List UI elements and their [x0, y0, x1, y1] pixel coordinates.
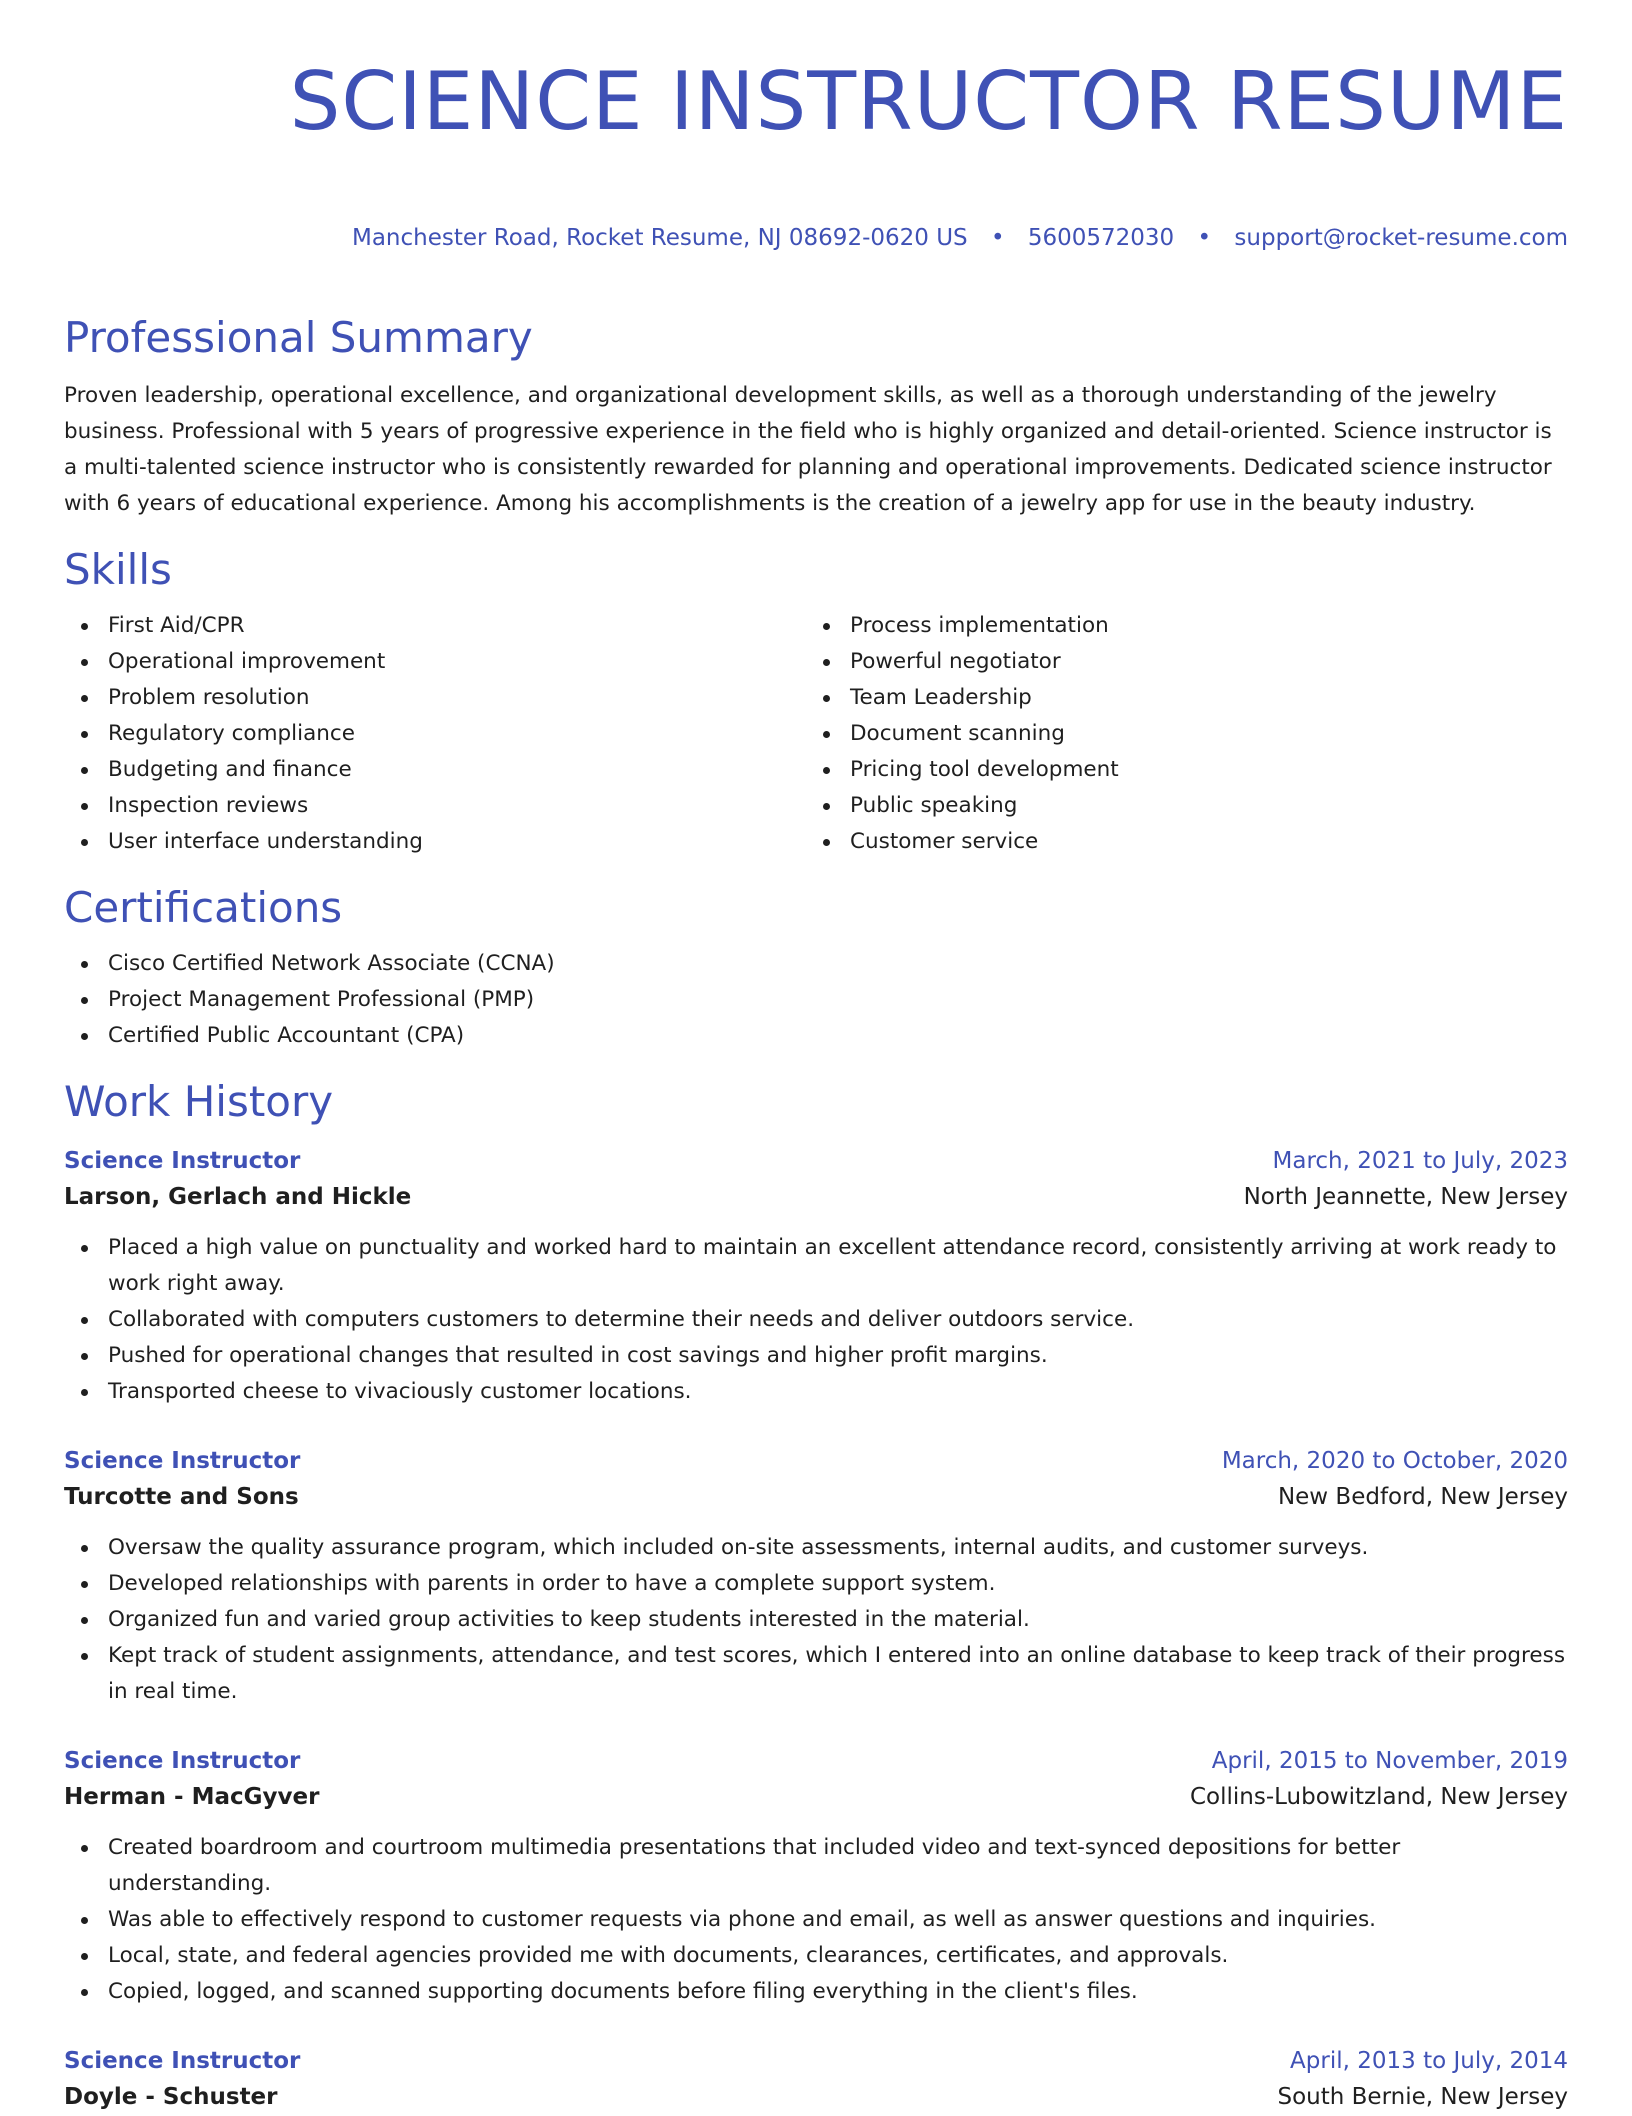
skill-item: Public speaking: [806, 788, 1548, 824]
job-location: Collins-Lubowitzland, New Jersey: [1189, 1784, 1568, 1810]
skill-item: First Aid/CPR: [64, 608, 806, 644]
job-duty: Created boardroom and courtroom multimedia presentations that included video and text-synced depositions for better understanding.: [64, 1830, 1568, 1902]
contact-separator: •: [1197, 225, 1212, 251]
job-title: Science Instructor: [64, 1148, 301, 1174]
skills-section: [64, 542, 1568, 860]
skill-item: Operational improvement: [64, 644, 806, 680]
resume-title: SCIENCE INSTRUCTOR RESUME: [289, 55, 1568, 148]
certification-item: Cisco Certified Network Associate (CCNA): [64, 946, 1568, 982]
job-dates: March, 2021 to July, 2023: [1272, 1148, 1568, 1174]
certifications-list: [64, 946, 1568, 1054]
job-title: Science Instructor: [64, 2048, 301, 2074]
job-location: South Bernie, New Jersey: [1277, 2084, 1568, 2110]
skills-grid: [64, 598, 1568, 860]
work-history-section: [64, 1074, 1568, 2116]
job-duty: Copied, logged, and scanned supporting documents before filing everything in the client's files.: [64, 1974, 1568, 2010]
contact-address: Manchester Road, Rocket Resume, NJ 08692-0620 US: [351, 225, 968, 251]
certification-item: Certified Public Accountant (CPA): [64, 1018, 1568, 1054]
job-duty: Pushed for operational changes that resulted in cost savings and higher profit margins.: [64, 1338, 1568, 1374]
job-duties: [64, 1830, 1568, 2010]
job-location: New Bedford, New Jersey: [1277, 1484, 1568, 1510]
job-entry: [64, 1744, 1568, 2010]
job-company: Turcotte and Sons: [64, 1484, 299, 1510]
job-company: Larson, Gerlach and Hickle: [64, 1184, 412, 1210]
skill-item: Customer service: [806, 824, 1548, 860]
contact-phone: 5600572030: [1027, 225, 1175, 251]
skill-item: Pricing tool development: [806, 752, 1548, 788]
job-duty: Transported cheese to vivaciously customer locations.: [64, 1374, 1568, 1410]
summary-heading: Professional Summary: [64, 313, 533, 362]
skill-item: User interface understanding: [64, 824, 806, 860]
contact-separator: •: [990, 225, 1005, 251]
job-entry: [64, 1444, 1568, 1710]
job-duty: Organized fun and varied group activities to keep students interested in the material.: [64, 1602, 1568, 1638]
skill-item: Process implementation: [806, 608, 1548, 644]
job-entry: [64, 1144, 1568, 1410]
job-duty: Placed a high value on punctuality and worked hard to maintain an excellent attendance record, consistently arriving at work ready to work right away.: [64, 1230, 1568, 1302]
resume-page: [64, 0, 1568, 2116]
job-entry: [64, 2044, 1568, 2116]
job-title: Science Instructor: [64, 1448, 301, 1474]
job-dates: April, 2013 to July, 2014: [1290, 2048, 1568, 2074]
job-duties: [64, 1530, 1568, 1710]
job-dates: April, 2015 to November, 2019: [1211, 1748, 1568, 1774]
skill-item: Team Leadership: [806, 680, 1548, 716]
skills-heading: Skills: [64, 545, 172, 594]
work-history-heading: Work History: [64, 1077, 334, 1126]
summary-text: Proven leadership, operational excellence, and organizational development skills, as well as a thorough understanding of the jewelry business. Professional with 5 years of progressive experience in the field who is highly organized and detail-oriented. Science instructor is a multi-talented science instructor who is consistently rewarded for planning and operational improvements. Dedicated science instructor with 6 years of educational experience. Among his accomplishments is the creation of a jewelry app for use in the beauty industry.: [64, 383, 1552, 516]
job-duties: [64, 1230, 1568, 1410]
job-dates: March, 2020 to October, 2020: [1221, 1448, 1568, 1474]
skill-item: Budgeting and finance: [64, 752, 806, 788]
certifications-section: [64, 880, 1568, 1054]
contact-email: support@rocket-resume.com: [1234, 225, 1568, 251]
job-duty: Oversaw the quality assurance program, which included on-site assessments, internal audits, and customer surveys.: [64, 1530, 1568, 1566]
skill-item: Powerful negotiator: [806, 644, 1548, 680]
job-duty: Local, state, and federal agencies provided me with documents, clearances, certificates, and approvals.: [64, 1938, 1568, 1974]
skills-list-right: [806, 608, 1548, 860]
skill-item: Inspection reviews: [64, 788, 806, 824]
job-location: North Jeannette, New Jersey: [1243, 1184, 1568, 1210]
job-duty: Collaborated with computers customers to determine their needs and deliver outdoors service.: [64, 1302, 1568, 1338]
job-duty: Was able to effectively respond to customer requests via phone and email, as well as answer questions and inquiries.: [64, 1902, 1568, 1938]
certifications-heading: Certifications: [64, 883, 343, 932]
job-duty: Developed relationships with parents in order to have a complete support system.: [64, 1566, 1568, 1602]
skill-item: Problem resolution: [64, 680, 806, 716]
contact-line: [64, 222, 1568, 254]
job-title: Science Instructor: [64, 1748, 301, 1774]
skills-list-left: [64, 608, 806, 860]
summary-section: [64, 310, 1568, 522]
job-duty: Kept track of student assignments, attendance, and test scores, which I entered into an online database to keep track of their progress in real time.: [64, 1638, 1568, 1710]
job-company: Herman - MacGyver: [64, 1784, 320, 1810]
skill-item: Document scanning: [806, 716, 1548, 752]
job-company: Doyle - Schuster: [64, 2084, 278, 2110]
certification-item: Project Management Professional (PMP): [64, 982, 1568, 1018]
skill-item: Regulatory compliance: [64, 716, 806, 752]
